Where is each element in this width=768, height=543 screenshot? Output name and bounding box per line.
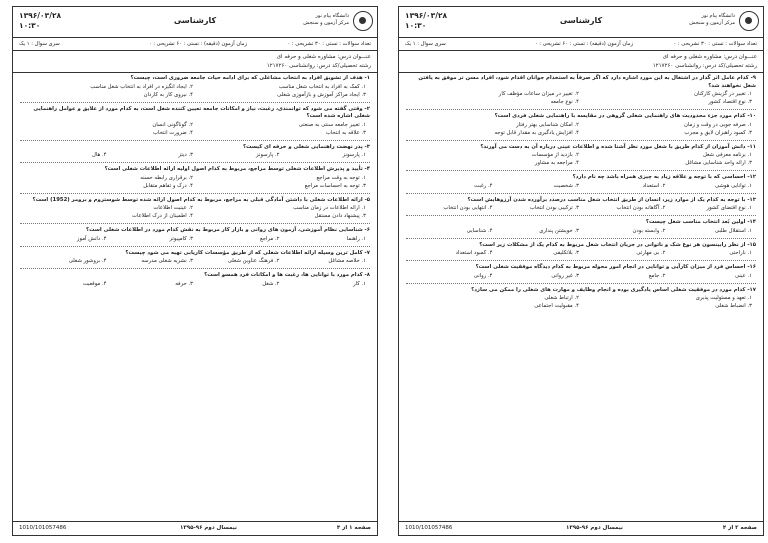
question-list [13,73,377,292]
answer-option: ۳. نشریه شغلی مدرسه [141,258,193,264]
course-field: رشته تحصیلی/کد درس: روانشناسی ۱۲۱۷۲۶۰ [652,63,757,69]
question-text: ۱۳- با توجه به کدام یک از موارد زیر، انسان از طریق انتخاب شغل مناسب درصدد برآورده شدن آرزوهایش است؟ [467,196,756,203]
answer-option: ۱. کار [353,280,366,287]
question-item [20,166,370,190]
question-text: ۱۷- کدام مورد در موفقیت شغلی اساس یادگیری بوده و انجام وظایف و مهارت های شغلی را ممکن می سازد؟ [471,286,756,293]
question-item [406,287,756,311]
question-divider [20,140,370,141]
subject-title: کارشناسی [559,16,603,25]
answer-options [406,151,756,167]
question-text: ۱۵- از نظر رابینسون هر نوع شک و ناتوانی در جریان انتخاب شغل مربوط به کدام یک از مشکلات زیر است؟ [479,241,756,248]
term-label: نیمسال دوم ۹۶-۱۳۹۵ [180,525,237,531]
question-divider [406,140,756,141]
answer-option: ۴. روانی [473,272,493,279]
exam-duration: زمان آزمون (دقیقه) : تستی : ۶۰ تشریحی : ۰ [534,41,633,47]
question-item [406,174,756,190]
question-divider [20,162,370,163]
subject-title: کارشناسی [173,16,217,25]
question-text: ۱۴- اولین بُعد انتخاب مناسب شغل چیست؟ [645,219,756,225]
answer-option: ۴. نوع جامعه [550,99,579,105]
answer-option: ۲. وابسته بودن [632,227,666,234]
exam-code: 1010/101057486 [19,525,67,531]
question-divider [406,238,756,239]
question-item [406,264,756,280]
answer-option: ۱. برنامه معرفی شغل [702,152,752,158]
exam-time: ۱۰:۳۰ [19,21,41,30]
question-text: ۱۲- احساسی که با توجه و علاقه زیاد به چیزی همراه باشد چه نام دارد؟ [572,174,756,180]
exam-duration: زمان آزمون (دقیقه) : تستی : ۶۰ تشریحی : ۰ [148,41,247,47]
answer-option: ۳. دیتز [178,152,193,158]
page-footer [13,521,377,535]
answer-option: ۲. بی مهارتی [636,250,666,256]
answer-options [406,90,756,106]
answer-option: ۳. علاقه به انتخاب [325,129,366,136]
answer-option: ۲. استعداد [642,182,666,189]
question-text: ۲- وقتی گفته می شود که توانمندی، رغبت، نیاز و امکانات جامعه تعیین کننده شغل است، به کدام مورد از علایق و عوامل راهنمایی شغلی اشاره شده است؟ [33,105,370,119]
question-divider [20,102,370,103]
answer-option: ۲. برقراری رابطه حسنه [140,174,193,181]
course-field: رشته تحصیلی/کد درس: روانشناسی ۱۲۱۷۲۶۰ [266,63,371,69]
question-divider [406,260,756,261]
exam-time: ۱۰:۳۰ [405,21,427,30]
answer-option: ۴. موقعیت [82,280,107,287]
answer-option: ۲. پارسونز [256,152,280,158]
answer-option: ۳. کامپیوتر [169,235,193,242]
answer-option: ۱. تغییر جامعه سنتی به صنعتی [298,121,366,128]
answer-option: ۳. ایجاد مراکز آموزش و بازآموزی شغلی [277,91,366,98]
question-series: سری سوال : ۱ یک [19,41,60,47]
answer-option: ۲. ایجاد انگیزه در افراد به انتخاب شغل مناسب [90,83,193,90]
answer-options [20,204,370,220]
answer-option: ۲. بازدید از مؤسسات [531,152,579,158]
answer-option: ۳. غیر روانی [551,272,579,279]
answer-option: ۱. راهنما [346,235,366,242]
answer-option: ۳. توجه به احساسات مراجع [304,182,366,189]
answer-options [20,280,370,288]
question-item [406,197,756,213]
answer-options [406,272,756,280]
answer-option: ۲. گوناگونی انسان [152,121,193,128]
question-text: ۱۰- کدام مورد جزء محدودیت های راهنمایی شغلی گروهی در مقایسه با راهنمایی شغلی فردی است؟ [494,113,756,119]
question-item [406,75,756,106]
course-info [13,51,377,73]
answer-options [20,174,370,190]
answer-option: ۱. تعهد و مسئولیت پذیری [695,295,752,301]
answer-option: ۴. نیروی کار به کاردان [143,91,193,98]
question-text: ۵- ارائه اطلاعات شغلی با داشتن آمادگی قبلی به مراجع، مربوط به کدام اصول ارائه شده توسط شوستروم و برومر (1952) است؟ [32,196,370,203]
answer-option: ۱. ارائه اطلاعات در زمان مناسب [293,205,366,211]
question-divider [406,170,756,171]
answer-option: ۲. امکان شناسایی بهتر رفتار [516,121,579,128]
question-count: تعداد سوالات : تستی : ۳۰ تشریحی : ۰ [673,41,757,47]
question-list [399,73,763,314]
question-text: ۴- تأیید و پذیرش اطلاعات شغلی توسط مراجع، مربوط به کدام اصول اولیه ارائه اطلاعات شغلی است؟ [104,166,370,172]
question-text: ۱۱- دانش آموزان از کدام طریق با شغل مورد نظر آشنا شده و اطلاعات عینی درباره آن به دست می آورند؟ [480,143,756,150]
question-item [20,250,370,266]
answer-option: ۴. رغبت [474,182,493,189]
answer-option: ۱. نوع اقتضای کشور [706,205,752,211]
answer-option: ۳. خویشتن پنداری [539,227,579,234]
answer-option: ۲. شغل [262,280,280,287]
question-divider [406,283,756,284]
answer-option: ۴. دانش آموز [76,235,107,242]
answer-option: ۱. خلاصه مشاغل [328,258,366,264]
exam-date: ۱۳۹۶/۰۳/۲۸ [19,11,62,20]
exam-page-1 [12,6,378,536]
answer-option: ۴. کمبود استعداد [455,250,493,256]
answer-option: ۱. کمک به افراد به انتخاب شغل مناسب [278,83,366,90]
answer-option: ۲. تغییر در میزان ساعات مؤظف کار [498,91,579,97]
answer-option: ۳. نوع اقتصاد کشور [708,99,752,105]
question-item [20,144,370,160]
answer-options [406,121,756,137]
question-divider [406,215,756,216]
answer-option: ۳. حرفه [175,280,193,287]
question-item [406,219,756,235]
answer-option: ۴. افزایش یادگیری به مقدار قابل توجه [494,129,579,136]
term-label: نیمسال دوم ۹۶-۱۳۹۵ [566,525,623,531]
exam-code: 1010/101057486 [405,525,453,531]
exam-page-2 [398,6,764,536]
answer-option: ۳. بلاتکلیفی [553,250,579,256]
exam-datetime [405,11,447,31]
answer-option: ۲. ارتباط شغلی [544,295,579,301]
university-label: دانشگاه پیام نور [315,13,349,19]
page-number: صفحه ۱ از ۴ [336,525,371,531]
answer-option: ۳. کمبود راهبران لایق و مجرب [684,129,752,136]
question-count: تعداد سوالات : تستی : ۳۰ تشریحی : ۰ [287,41,371,47]
question-divider [20,223,370,224]
center-label: مرکز آزمون و سنجش [303,20,349,26]
answer-option: ۴. شناسایی [466,227,493,234]
answer-option: ۲. آگاهانه بودن انتخاب [616,205,666,211]
answer-options [406,294,756,310]
question-item [406,242,756,258]
course-info [399,51,763,73]
answer-option: ۱. ناراحتی [729,250,752,256]
question-divider [406,193,756,194]
question-text: ۳- پدر نهضت راهنمایی شغلی و حرفه ای کیست؟ [243,143,370,150]
page-header [13,7,377,38]
answer-option: ۳. پیشنهاد دادن مستقل [314,213,366,219]
question-series: سری سوال : ۱ یک [405,41,446,47]
exam-date: ۱۳۹۶/۰۳/۲۸ [405,11,448,20]
question-divider [20,268,370,269]
answer-option: ۴. درک و تفاهم متقابل [143,182,193,189]
answer-options [406,204,756,212]
answer-option: ۳. ترکیبی بودن انتخاب [529,205,579,211]
question-text: ۶- شناسایی نظام آموزشی، آزمون های روانی و بازار کار مربوط به نقش کدام مورد در اطلاعات شغلی است؟ [86,227,370,233]
question-text: ۱- هدف از تشویق افراد به انتخاب مشاغلی که برای ادامه حیات جامعه ضروری است، چیست؟ [130,75,370,81]
question-item [20,272,370,288]
question-item [20,227,370,243]
course-title: عنـــوان درس: مشاوره شغلی و حرفه ای [662,54,757,60]
question-text: ۹- کدام عامل اثر گذار در اشتغال به این مورد اشاره دارد که اگر صرفاً به استخدام جوانان اقدام شود، افراد مسن تر موفق به یافتن شغل نخواهند شد؟ [418,75,756,89]
answer-option: ۲. فرهنگ عناوین شغلی [227,258,280,264]
question-divider [20,193,370,194]
answer-options [406,249,756,257]
question-divider [20,246,370,247]
answer-option: ۱. عینی [735,272,752,279]
answer-option: ۱. استقلال طلبی [714,227,752,234]
course-title: عنـــوان درس: مشاوره شغلی و حرفه ای [276,54,371,60]
university-label: دانشگاه پیام نور [701,13,735,19]
answer-option: ۱. توانایی هوشی [715,182,752,189]
question-item [20,106,370,137]
question-item [406,144,756,168]
answer-option: ۴. اطمینان از درک اطلاعات [131,213,193,219]
exam-meta [13,38,377,51]
answer-options [20,83,370,99]
answer-option: ۳. شخصیت [553,182,579,189]
page-number: صفحه ۲ از ۴ [722,525,757,531]
question-text: ۱۶- احساس فرد از میزان کارآیی و توانایی در انجام امور محوله مربوط به کدام دیدگاه موفقیت شغلی است؟ [475,264,756,270]
answer-option: ۱. صرفه جویی در وقت و زمان [683,121,752,128]
answer-option: ۲. مراجع [259,235,280,242]
exam-meta [399,38,763,51]
page-header [399,7,763,38]
answer-option: ۱. توجه به وقت مراجع [316,174,366,181]
answer-options [20,121,370,137]
answer-option: ۴. بروشور شغلی [68,258,107,264]
answer-options [20,151,370,159]
answer-options [20,235,370,243]
question-text: ۷- کامل ترین وسیله ارائه اطلاعات شغلی که از طریق مؤسسات کاریابی تهیه می شود چیست؟ [125,249,370,256]
answer-option: ۳. انضباط شغلی [715,303,752,309]
answer-option: ۴. مراجعه به مشاور [534,160,579,166]
question-item [20,197,370,221]
answer-option: ۱. پارسونز [342,152,366,158]
answer-option: ۴. انتهایی بودن انتخاب [443,205,493,211]
question-item [406,113,756,137]
answer-option: ۲. جامع [648,272,666,279]
answer-option: ۴. مقبولیت اجتماعی [534,303,579,309]
answer-options [406,182,756,190]
exam-datetime [19,11,61,31]
answer-option: ۴. ضرورت انتخاب [153,129,193,136]
center-label: مرکز آزمون و سنجش [689,20,735,26]
answer-option: ۴. هال [92,152,107,158]
question-divider [406,109,756,110]
question-text: ۸- کدام مورد با توانایی ها، رغبت ها و امکانات فرد همسو است؟ [204,272,370,278]
answer-options [20,257,370,265]
answer-option: ۲. عینیت اطلاعات [153,205,193,211]
page-footer [399,521,763,535]
question-item [20,75,370,99]
answer-options [406,227,756,235]
answer-option: ۱. تغییر در گزینش کارکنان [694,91,752,97]
answer-option: ۳. ارائه واحد شناسایی مشاغل [685,160,752,166]
